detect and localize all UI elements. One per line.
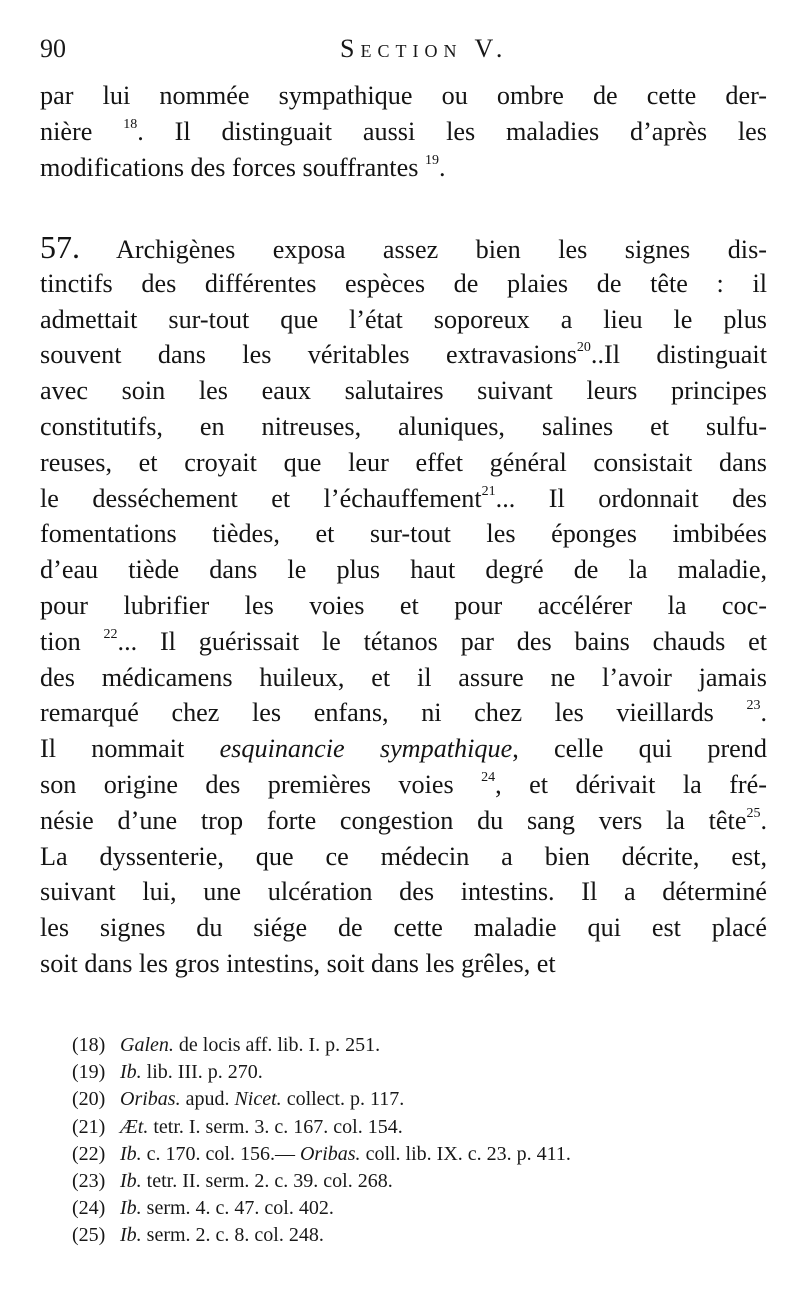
text-line [40, 767, 767, 803]
footnote-reference: 24 [481, 769, 496, 785]
footnote-source: Nicet. [234, 1088, 282, 1111]
line-text: , et dérivait la fré- [495, 769, 767, 799]
footnote-reference: 20 [576, 340, 591, 356]
line-text: le desséchement et l’échauffement [40, 483, 482, 513]
line-text: modifications des forces souffrantes [40, 152, 425, 182]
line-text: son origine des premières voies [40, 769, 482, 799]
footnote-mark: (21) [72, 1115, 106, 1138]
paragraph-continued [40, 78, 767, 185]
line-text: par lui nommée sympathique ou ombre de cette der- [40, 81, 767, 110]
line-text: tinctifs des différentes espèces de plaies de tête : il [40, 268, 767, 298]
footnote-source: Ib. [120, 1169, 142, 1192]
line-text: remarqué chez les enfans, ni chez les vieillards [40, 698, 747, 728]
footnote-source: Oribas. [299, 1142, 361, 1165]
footnote-source: Ib. [120, 1197, 142, 1220]
text-line [40, 660, 767, 696]
footnote-text: tetr. I. serm. 3. c. 167. col. 154. [148, 1115, 403, 1138]
line-text: suivant lui, une ulcération des intestins. Il a déterminé [40, 877, 767, 907]
footnote [72, 1086, 772, 1113]
footnote-mark: (25) [72, 1224, 106, 1247]
footnote-mark: (24) [72, 1197, 106, 1220]
footnote-mark: (22) [72, 1142, 106, 1165]
text-line [40, 337, 767, 373]
line-text: Il nommait [40, 734, 220, 764]
text-line [40, 839, 767, 875]
line-text: admettait sur-tout que l’état soporeux a lieu le plus [40, 304, 767, 334]
text-line [40, 266, 767, 302]
line-text: tion [40, 626, 104, 656]
footnote-text: apud. [180, 1088, 235, 1111]
footnote-mark: (20) [72, 1088, 106, 1111]
text-line [40, 78, 767, 114]
footnote-source: Galen. [120, 1034, 174, 1056]
line-text: nésie d’une trop forte congestion du sang vers la tête [40, 805, 747, 835]
footnote [72, 1222, 772, 1249]
line-text: . [760, 805, 767, 835]
text-line [40, 910, 767, 946]
footnote-text: serm. 2. c. 8. col. 248. [141, 1224, 324, 1247]
line-text: pour lubrifier les voies et pour accélérer la coc- [40, 590, 767, 620]
text-line [40, 803, 767, 839]
footnote [72, 1059, 772, 1086]
line-text: Archigènes exposa assez bien les signes dis- [80, 235, 767, 264]
footnote [72, 1141, 772, 1168]
footnotes [72, 1032, 772, 1250]
line-text: ... Il guérissait le tétanos par des bains chauds et [117, 626, 767, 656]
italic-term: esquinancie sympathique [219, 734, 513, 764]
text-line [40, 373, 767, 409]
line-text: , celle qui prend [512, 734, 767, 764]
footnote-reference: 22 [103, 626, 118, 642]
line-text: reuses, et croyait que leur effet général consistait dans [40, 447, 767, 477]
line-text: . Il distinguait aussi les maladies d’après les [137, 116, 767, 146]
line-text: ... Il ordonnait des [495, 483, 767, 513]
footnote-source: Ib. [120, 1224, 142, 1247]
line-text: ..Il distinguait [590, 340, 767, 370]
footnote-text: de locis aff. lib. I. p. 251. [173, 1034, 381, 1056]
line-text: des médicamens huileux, et il assure ne l’avoir jamais [40, 662, 767, 692]
line-text: La dyssenterie, que ce médecin a bien décrite, est, [40, 841, 767, 871]
page-header [40, 28, 760, 68]
text-line [40, 516, 767, 552]
footnote [72, 1195, 772, 1222]
footnote-reference: 19 [424, 152, 439, 168]
text-line [40, 114, 767, 150]
footnote [72, 1032, 772, 1059]
page-number: 90 [40, 34, 66, 63]
line-text: nière [40, 116, 124, 146]
footnote-mark: (19) [72, 1061, 106, 1084]
line-text: souvent dans les véritables extravasions [40, 340, 577, 370]
line-text: les signes du siége de cette maladie qui est placé [40, 913, 767, 943]
footnote-source: Ib. [120, 1142, 142, 1165]
text-line [40, 302, 767, 338]
line-text: fomentations tièdes, et sur-tout les éponges imbibées [40, 519, 767, 549]
line-text: d’eau tiède dans le plus haut degré de la maladie, [40, 555, 767, 585]
paragraph-57 [40, 230, 767, 982]
footnote-mark: (23) [72, 1169, 106, 1192]
running-title: Section V. [340, 34, 509, 63]
footnote-reference: 23 [746, 698, 761, 714]
text-line [40, 552, 767, 588]
text-line [40, 445, 767, 481]
line-text: soit dans les gros intestins, soit dans les grêles, et [40, 948, 556, 978]
footnote-source: Oribas. [120, 1088, 181, 1111]
line-text: . [438, 152, 446, 182]
footnote-text: coll. lib. IX. c. 23. p. 411. [360, 1142, 571, 1165]
footnote-reference: 21 [481, 483, 496, 499]
line-text: constitutifs, en nitreuses, aluniques, salines et sulfu- [40, 411, 767, 441]
footnote-reference: 25 [746, 805, 761, 821]
text-line [40, 695, 767, 731]
footnote-source: Æt. [120, 1115, 149, 1138]
footnote-text: tetr. II. serm. 2. c. 39. col. 268. [141, 1169, 393, 1192]
text-line [40, 150, 767, 186]
footnote-reference: 18 [123, 116, 138, 132]
footnote-text: c. 170. col. 156.— [141, 1142, 300, 1165]
text-line [40, 624, 767, 660]
footnote-text: serm. 4. c. 47. col. 402. [141, 1197, 334, 1220]
text-line [40, 946, 767, 982]
text-line [40, 731, 767, 767]
footnote-source: Ib. [120, 1061, 142, 1084]
line-text: avec soin les eaux salutaires suivant leurs principes [40, 376, 767, 406]
footnote-mark: (18) [72, 1034, 106, 1056]
text-line [40, 874, 767, 910]
text-line [40, 588, 767, 624]
footnote [72, 1114, 772, 1141]
footnote-text: collect. p. 117. [281, 1088, 405, 1111]
line-text: . [760, 698, 767, 728]
footnote-text: lib. III. p. 270. [141, 1061, 263, 1084]
text-line [40, 481, 767, 517]
text-line [40, 230, 767, 266]
text-line [40, 409, 767, 445]
footnote [72, 1168, 772, 1195]
paragraph-number: 57. [40, 230, 80, 265]
